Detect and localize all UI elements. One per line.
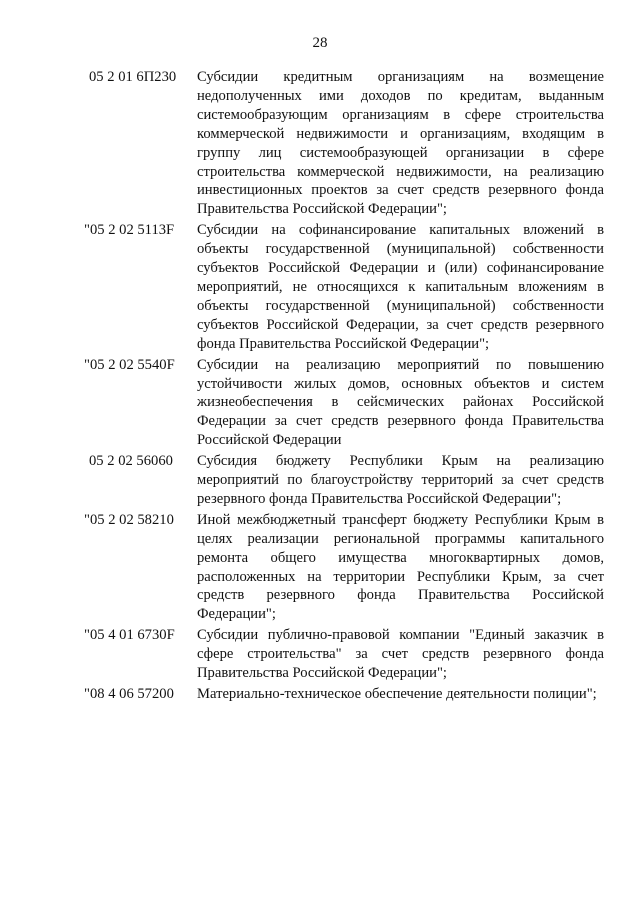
list-item	[84, 221, 604, 353]
budget-code: "05 4 01 6730F	[84, 627, 175, 644]
budget-code-list	[84, 68, 604, 706]
list-item	[84, 511, 604, 624]
budget-code: 05 2 02 56060	[89, 453, 173, 470]
budget-description: Иной межбюджетный трансферт бюджету Республики Крым в целях реализации региональной программы капитального ремонта общего имущества многоквартирных домов, расположенных на территории Республики Крым, за счет средств резервного фонда Правительства Российской Федерации";	[197, 511, 604, 623]
list-item	[84, 626, 604, 683]
budget-description: Материально-техническое обеспечение деятельности полиции";	[197, 686, 597, 702]
budget-code: 05 2 01 6П230	[89, 69, 177, 85]
budget-code: "05 2 02 58210	[84, 511, 174, 528]
page-number: 28	[312, 35, 328, 51]
budget-description: Субсидии кредитным организациям на возмещение недополученных ими доходов по кредитам, выданным системообразующим организациям в сфере строительства коммерческой недвижимости и организациям, входящим в группу лиц системообразующей организации в сфере строительства коммерческой недвижимости, на реализацию инвестиционных проектов за счет средств резервного фонда Правительства Российской Федерации";	[197, 69, 604, 218]
list-item	[84, 685, 604, 704]
budget-description: Субсидии публично-правовой компании "Единый заказчик в сфере строительства" за счет средств резервного фонда Правительства Российской Федерации";	[197, 627, 604, 682]
list-item	[84, 68, 604, 219]
list-item	[84, 356, 604, 451]
budget-description: Субсидия бюджету Республики Крым на реализацию мероприятий по благоустройству территорий за счет средств резервного фонда Правительства Российской Федерации";	[197, 453, 604, 507]
budget-code: "05 2 02 5113F	[84, 222, 175, 239]
budget-code: "08 4 06 57200	[84, 686, 174, 702]
budget-description: Субсидии на софинансирование капитальных вложений в объекты государственной (муниципальной) собственности субъектов Российской Федерации и (или) софинансирование мероприятий, не относящихся к капитальным вложениям в объекты государственной (муниципальной) собственности субъектов Российской Федерации, за счет средств резервного фонда Правительства Российской Федерации";	[197, 222, 604, 352]
list-item	[84, 452, 604, 509]
budget-code: "05 2 02 5540F	[84, 356, 175, 373]
budget-description: Субсидии на реализацию мероприятий по повышению устойчивости жилых домов, основных объектов и систем жизнеобеспечения в сейсмических районах Российской Федерации за счет средств резервного фонда Правительства Российской Федерации	[197, 356, 604, 449]
